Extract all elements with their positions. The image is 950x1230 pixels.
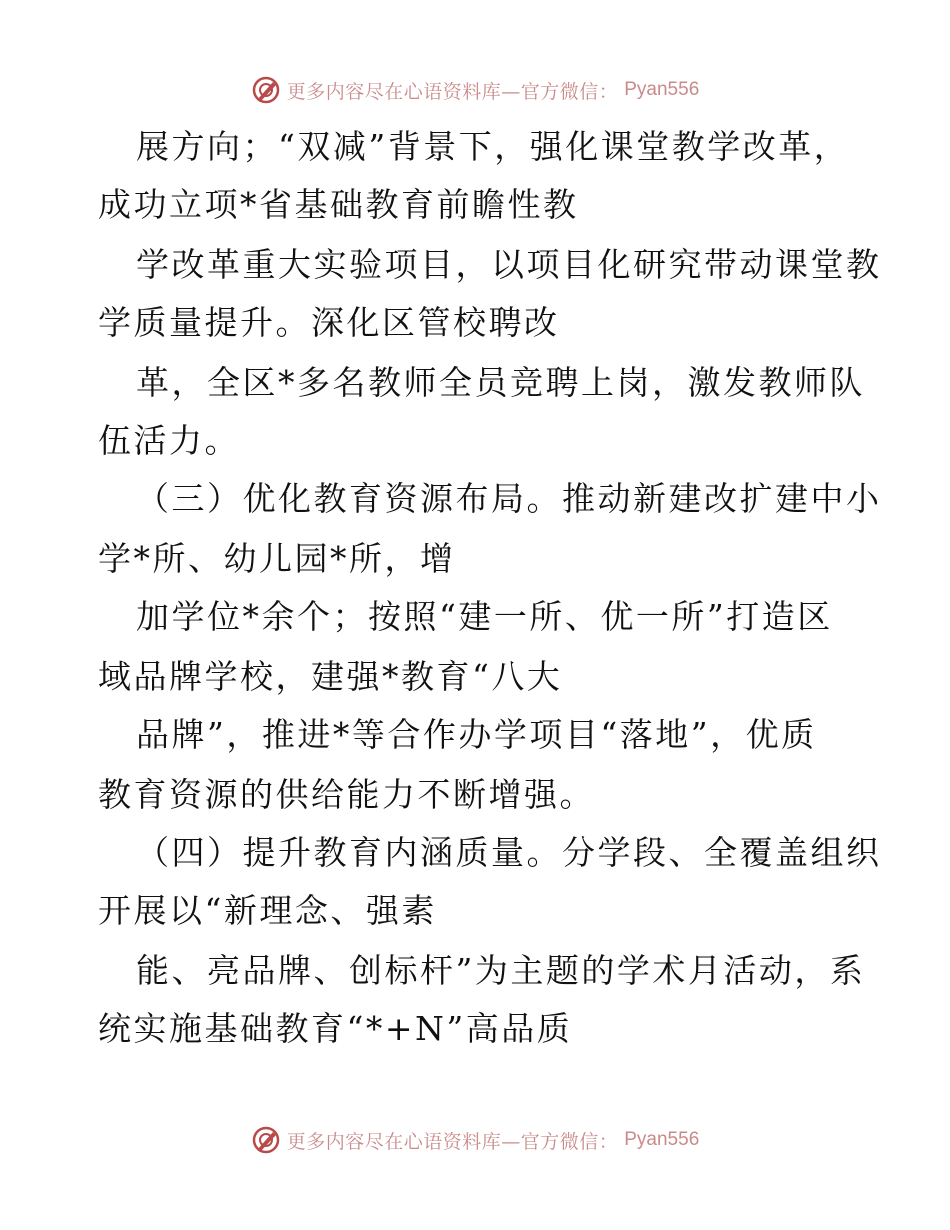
pen-logo-icon bbox=[251, 75, 281, 105]
text-line: 展方向；“双减”背景下，强化课堂教学改革， bbox=[136, 127, 850, 166]
footer-watermark bbox=[0, 1120, 950, 1160]
text-line: 域品牌学校，建强*教育“八大 bbox=[98, 657, 563, 696]
text-line: 革，全区*多名教师全员竞聘上岗，激发教师队 bbox=[136, 363, 865, 402]
text-line: （三）优化教育资源布局。推动新建改扩建中小 bbox=[136, 479, 882, 518]
text-line: 成功立项*省基础教育前瞻性教 bbox=[98, 185, 579, 224]
text-line: （四）提升教育内涵质量。分学段、全覆盖组织 bbox=[136, 833, 882, 872]
watermark-text: 更多内容尽在心语资料库—官方微信： bbox=[286, 1130, 619, 1153]
text-line: 学*所、幼儿园*所，增 bbox=[98, 539, 456, 578]
header-watermark bbox=[0, 70, 950, 110]
text-line: 开展以“新理念、强素 bbox=[98, 891, 437, 930]
watermark-wechat-id: Pyan556 bbox=[624, 1129, 700, 1150]
text-line: 学改革重大实验项目，以项目化研究带动课堂教 bbox=[136, 245, 882, 284]
text-line: 加学位*余个；按照“建一所、优一所”打造区 bbox=[136, 597, 833, 636]
pen-logo-icon bbox=[251, 1125, 281, 1155]
text-line: 伍活力。 bbox=[98, 421, 240, 460]
text-line: 品牌”，推进*等合作办学项目“落地”，优质 bbox=[136, 715, 817, 754]
text-line: 能、亮品牌、创标杆”为主题的学术月活动，系 bbox=[136, 951, 866, 990]
text-line: 学质量提升。深化区管校聘改 bbox=[98, 303, 560, 342]
watermark-text: 更多内容尽在心语资料库—官方微信： bbox=[286, 80, 619, 103]
text-line: 教育资源的供给能力不断增强。 bbox=[98, 775, 595, 814]
text-line: 统实施基础教育“*+N”高品质 bbox=[98, 1009, 573, 1048]
watermark-wechat-id: Pyan556 bbox=[624, 79, 700, 100]
